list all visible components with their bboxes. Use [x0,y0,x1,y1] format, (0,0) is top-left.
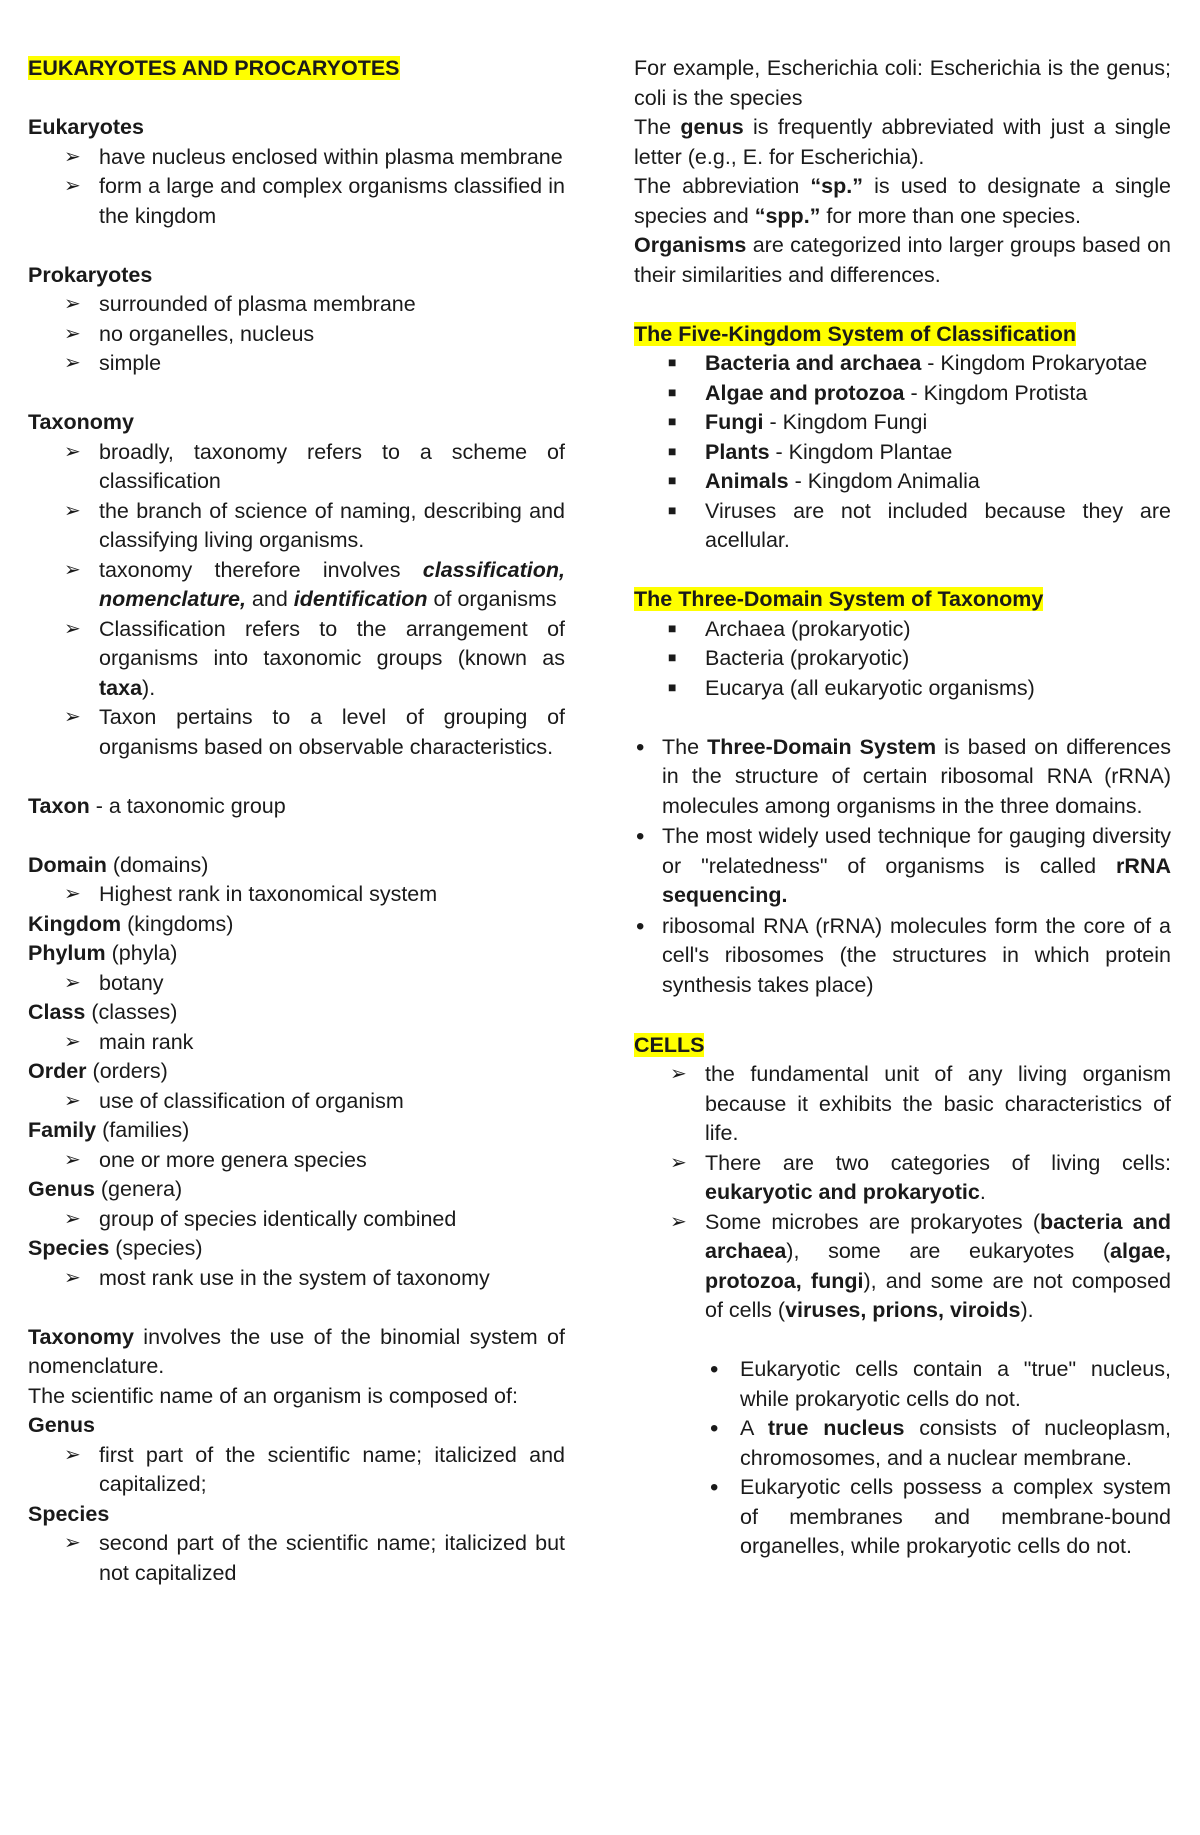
genus-heading: Genus [28,1413,95,1437]
dot-bullet-icon: • [636,733,645,761]
five-kingdom-heading: The Five-Kingdom System of Classification [634,321,1077,346]
list-item: ➢ no organelles, nucleus [28,320,565,350]
square-bullet-icon: ■ [668,501,677,518]
arrowhead-bullet-icon: ➢ [64,617,81,640]
arrowhead-bullet-icon: ➢ [64,1030,81,1053]
square-bullet-icon: ■ [668,442,677,459]
square-bullet-icon: ■ [668,678,677,695]
rank-phylum: Phylum (phyla) [28,941,178,965]
list-item: ➢ use of classification of organism [28,1087,565,1117]
right-column [634,54,1171,1562]
rank-kingdom: Kingdom (kingdoms) [28,911,234,936]
arrowhead-bullet-icon: ➢ [64,883,81,905]
rank-order: Order (orders) [28,1059,168,1083]
list-item: • ribosomal RNA (rRNA) molecules form the core of a cell's ribosomes (the structures in which protein synthesis takes place) [636,912,1171,997]
list-item: ■ Animals - Kingdom Animalia [634,467,1171,497]
list-item: • The most widely used technique for gauging diversity or "relatedness" of organisms is called rRNA sequencing. [636,823,1171,907]
arrowhead-bullet-icon: ➢ [64,1148,81,1171]
list-item: ➢ main rank [28,1028,565,1058]
list-item: • The Three-Domain System is based on differences in the structure of certain ribosomal RNA (rRNA) molecules among organisms in the three domains. [636,733,1172,818]
list-item: ■ Eucarya (all eukaryotic organisms) [634,674,1171,704]
list-item: ➢ broadly, taxonomy refers to a scheme of classification [64,439,565,493]
arrowhead-bullet-icon: ➢ [64,1532,81,1554]
list-item: ➢ Taxon pertains to a level of grouping of organisms based on observable characteristics. [64,705,565,759]
organisms-paragraph: Organisms are categorized into larger groups based on their similarities and differences. [634,233,1171,287]
arrowhead-bullet-icon: ➢ [670,1063,687,1085]
composed-paragraph: The scientific name of an organism is composed of: [28,1383,518,1408]
arrowhead-bullet-icon: ➢ [64,558,81,581]
list-item: ■ Bacteria and archaea - Kingdom Prokaryotae [634,349,1171,379]
arrowhead-bullet-icon: ➢ [64,175,81,197]
arrowhead-bullet-icon: ➢ [64,293,81,315]
species-heading: Species [28,1501,110,1526]
arrowhead-bullet-icon: ➢ [64,706,81,728]
list-item: ➢ the fundamental unit of any living organism because it exhibits the basic characteristics of life. [670,1062,1171,1145]
list-item: • Eukaryotic cells contain a "true" nucleus, while prokaryotic cells do not. [710,1356,1171,1411]
cells-heading: CELLS [634,1032,705,1057]
list-item: ➢ taxonomy therefore involves classification, nomenclature, and identification of organisms [64,557,565,611]
list-item: ➢ botany [28,969,565,999]
taxon-definition: Taxon - a taxonomic group [28,793,286,818]
list-item: ■ Fungi - Kingdom Fungi [634,408,1171,438]
arrowhead-bullet-icon: ➢ [64,1443,81,1466]
list-item: ➢ group of species identically combined [28,1205,565,1235]
list-item: ➢ one or more genera species [28,1146,565,1176]
arrowhead-bullet-icon: ➢ [670,1151,687,1174]
rank-family: Family (families) [28,1118,190,1142]
list-item: ➢ Highest rank in taxonomical system [28,880,565,910]
square-bullet-icon: ■ [668,413,677,429]
list-item: ■ Bacteria (prokaryotic) [634,644,1171,674]
list-item: ➢ first part of the scientific name; italicized and capitalized; [64,1442,565,1496]
list-item: ➢ Classification refers to the arrangement of organisms into taxonomic groups (known as taxa). [64,616,565,700]
list-item: ➢ the branch of science of naming, describing and classifying living organisms. [64,498,565,552]
list-item: ➢ second part of the scientific name; italicized but not capitalized [64,1531,565,1585]
list-item: ➢ have nucleus enclosed within plasma membrane [28,143,565,173]
list-item: ➢ surrounded of plasma membrane [28,290,565,320]
three-domain-heading: The Three-Domain System of Taxonomy [634,587,1044,611]
dot-bullet-icon: • [710,1415,719,1442]
rank-genus: Genus (genera) [28,1177,183,1201]
arrowhead-bullet-icon: ➢ [64,1207,81,1230]
taxonomy-heading: Taxonomy [28,410,134,434]
rank-domain: Domain (domains) [28,852,209,877]
dot-bullet-icon: • [710,1474,719,1501]
binomial-paragraph: Taxonomy involves the use of the binomial system of nomenclature. [28,1324,565,1378]
dot-bullet-icon: • [710,1356,719,1383]
square-bullet-icon: ■ [668,619,677,636]
list-item: ■ Algae and protozoa - Kingdom Protista [634,379,1171,409]
example-paragraph: For example, Escherichia coli: Escherichia is the genus; coli is the species [634,56,1171,110]
arrowhead-bullet-icon: ➢ [670,1210,687,1233]
left-column [28,54,565,1588]
arrowhead-bullet-icon: ➢ [64,971,81,994]
document-title: EUKARYOTES AND PROCARYOTES [28,56,400,80]
arrowhead-bullet-icon: ➢ [64,440,81,463]
list-item: ➢ There are two categories of living cells: eukaryotic and prokaryotic. [670,1150,1171,1204]
list-item: ➢ Some microbes are prokaryotes (bacteria and archaea), some are eukaryotes (algae, protozoa, fungi), and some are not composed of cells (viruses, prions, viroids). [670,1209,1171,1322]
rank-species: Species (species) [28,1236,203,1260]
prokaryotes-heading: Prokaryotes [28,262,153,287]
arrowhead-bullet-icon: ➢ [64,352,81,374]
list-item: • A true nucleus consists of nucleoplasm, chromosomes, and a nuclear membrane. [710,1415,1171,1470]
arrowhead-bullet-icon: ➢ [64,1089,81,1112]
eukaryotes-heading: Eukaryotes [28,115,144,139]
square-bullet-icon: ■ [668,354,677,370]
abbreviation-paragraph: The abbreviation “sp.” is used to designate a single species and “spp.” for more than one species. [634,174,1172,228]
list-item: ■ Plants - Kingdom Plantae [634,438,1171,468]
square-bullet-icon: ■ [668,383,677,400]
list-item: ■ Archaea (prokaryotic) [634,615,1171,645]
list-item: ➢ most rank use in the system of taxonomy [28,1264,565,1294]
genus-paragraph: The genus is frequently abbreviated with just a single letter (e.g., E. for Escherichia). [634,115,1171,169]
arrowhead-bullet-icon: ➢ [64,145,81,168]
arrowhead-bullet-icon: ➢ [64,499,81,522]
list-item: ➢ form a large and complex organisms classified in the kingdom [64,174,565,228]
list-item: ➢ simple [28,349,565,379]
list-item: • Eukaryotic cells possess a complex system of membranes and membrane-bound organelles, while prokaryotic cells do not. [710,1474,1171,1558]
arrowhead-bullet-icon: ➢ [64,322,81,345]
square-bullet-icon: ■ [668,472,677,488]
dot-bullet-icon: • [636,912,645,940]
square-bullet-icon: ■ [668,649,677,665]
list-item: ■ Viruses are not included because they are acellular. [634,497,1171,556]
dot-bullet-icon: • [636,823,645,850]
arrowhead-bullet-icon: ➢ [64,1266,81,1289]
rank-class: Class (classes) [28,1000,178,1024]
